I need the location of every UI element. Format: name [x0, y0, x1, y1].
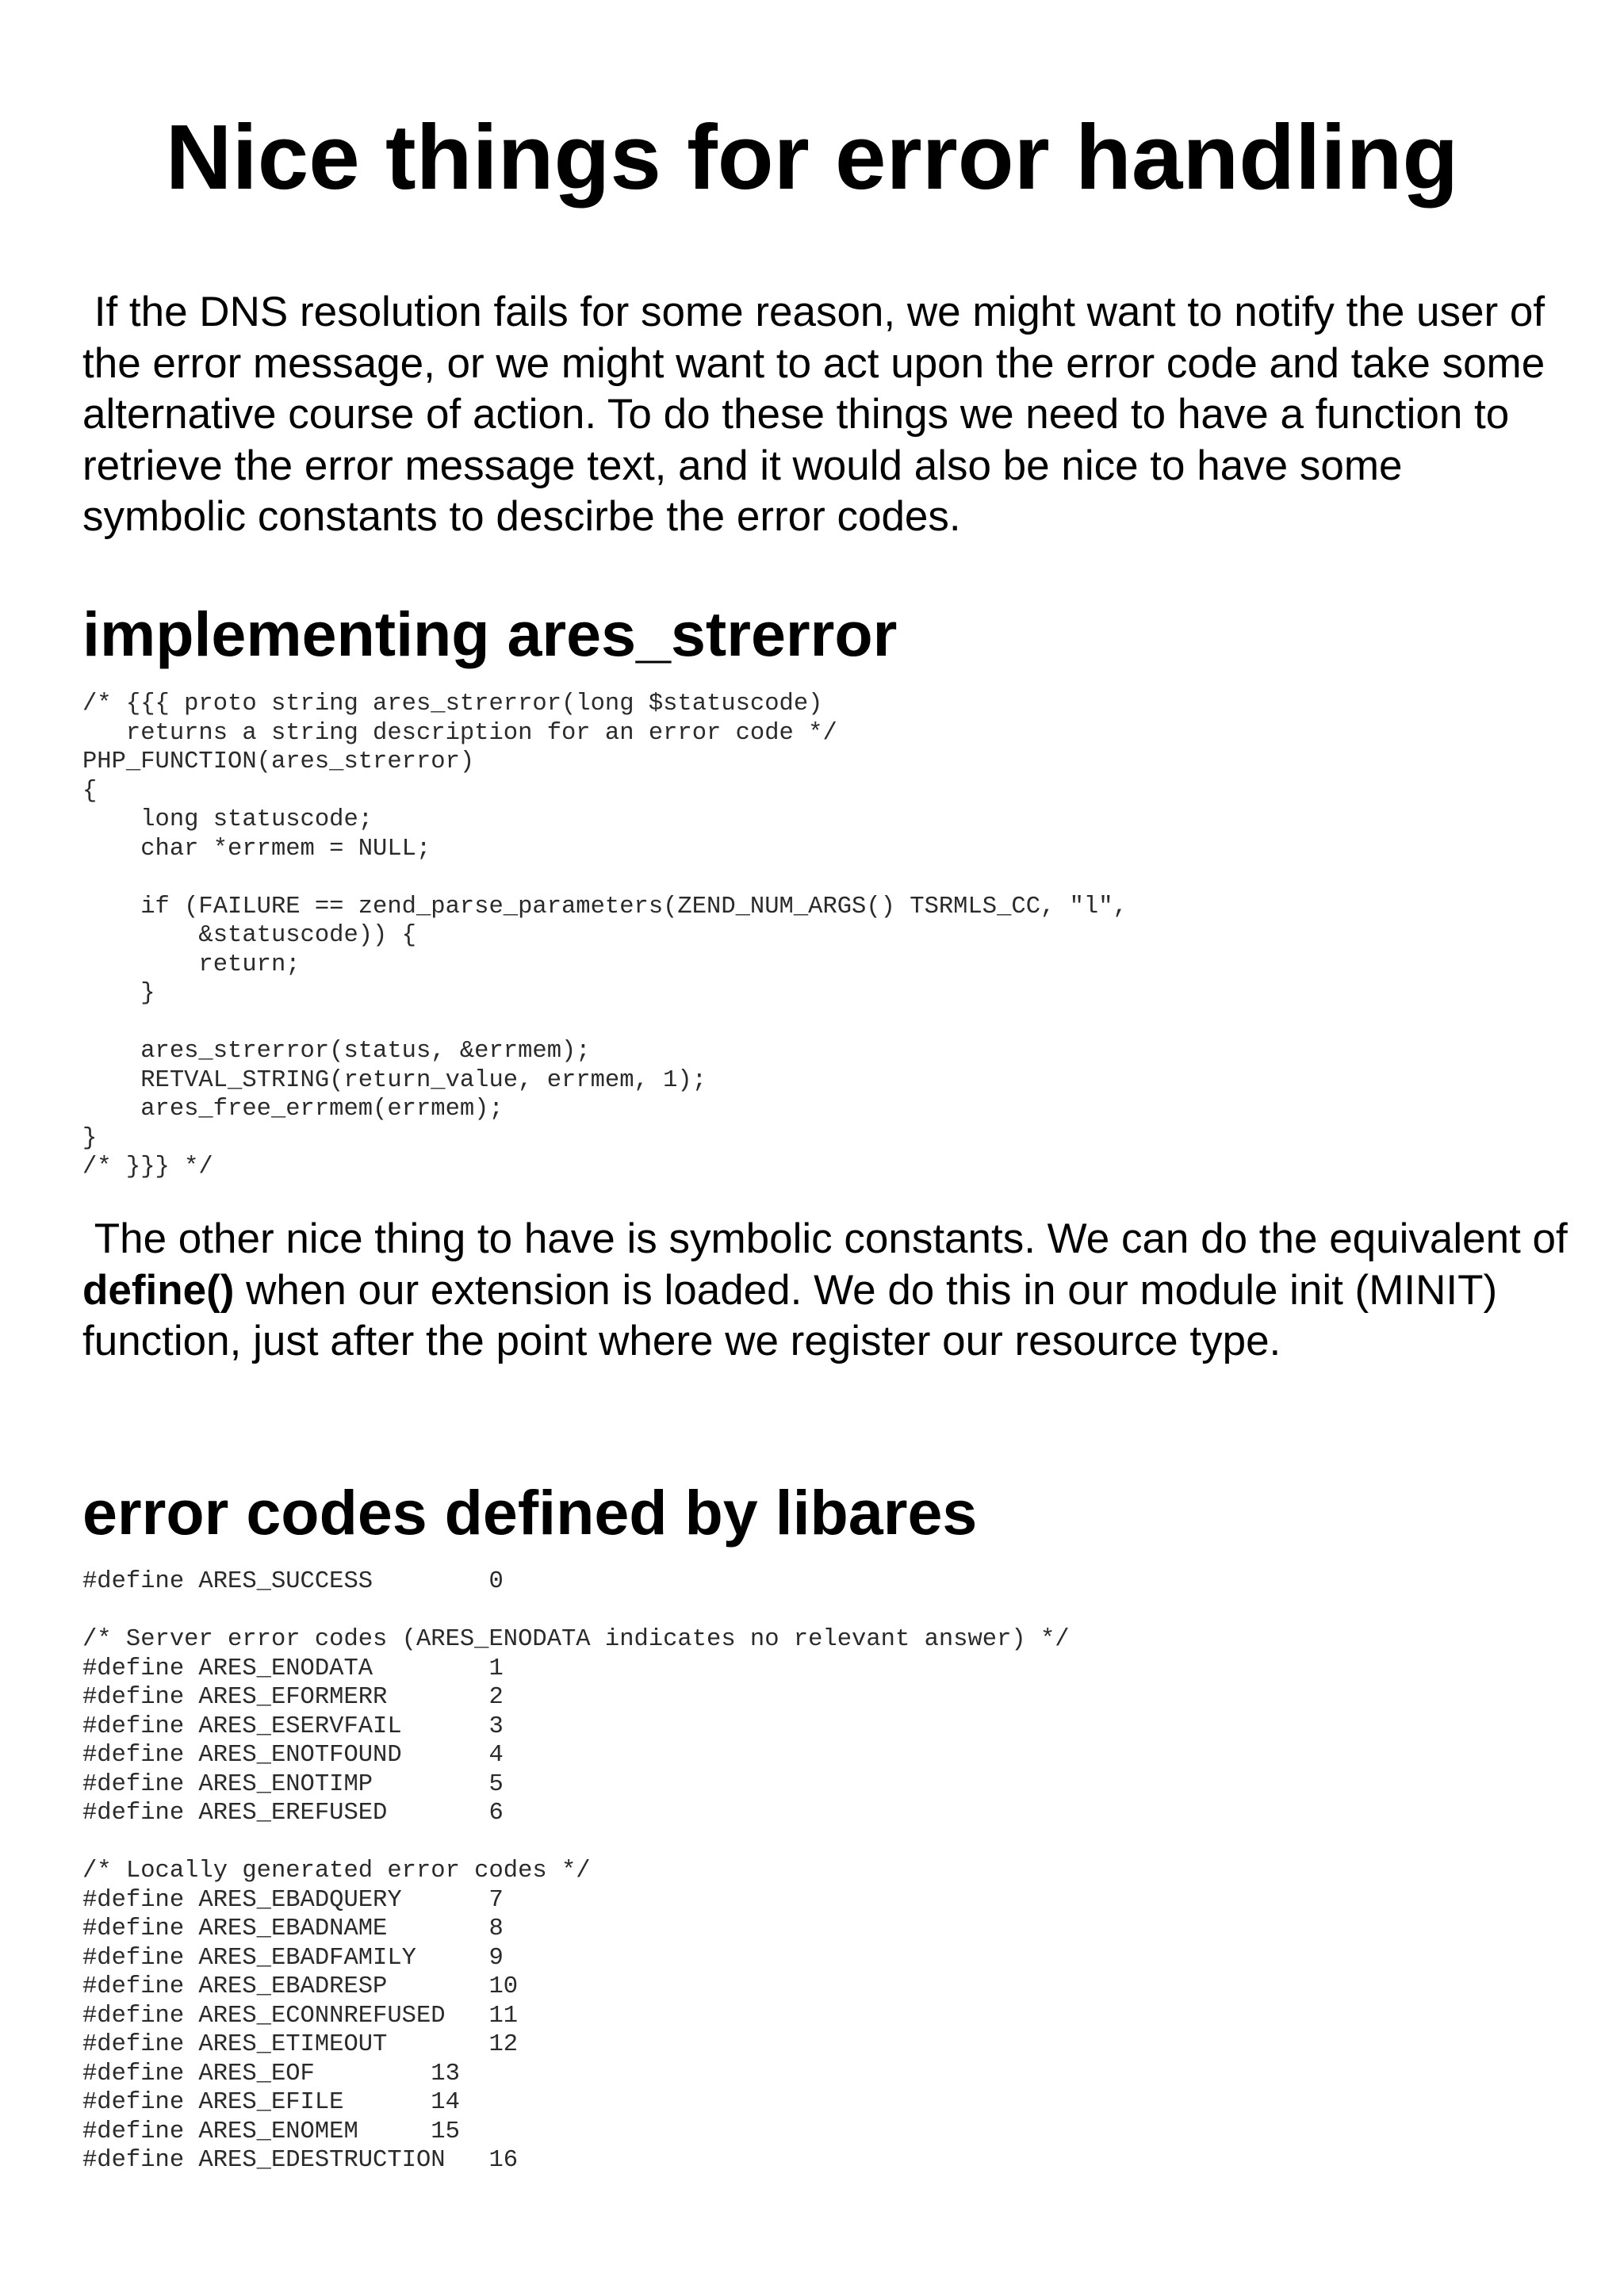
page-title: Nice things for error handling [165, 105, 1459, 209]
constants-paragraph-before: The other nice thing to have is symbolic constants. We can do the equivalent of [82, 1215, 1580, 1262]
constants-paragraph-after: when our extension is loaded. We do this in our module init (MINIT) function, just after the point where we register our resource type. [82, 1266, 1509, 1364]
constants-paragraph [82, 1214, 1580, 1368]
section-heading-error-codes: error codes defined by libares [82, 1477, 978, 1548]
define-function-emphasis: define() [82, 1266, 235, 1314]
code-block-error-codes: #define ARES_SUCCESS 0 /* Server error codes (ARES_ENODATA indicates no relevant answer) */ #define ARES_ENODATA 1 #define ARES_EFORMERR 2 #define ARES_ESERVFAIL 3 #define ARES_ENOTFOUND 4 #define ARES_ENOTIMP 5 #define ARES_EREFUSED 6 /* Locally generated error codes */ #define ARES_EBADQUERY 7 #define ARES_EBADNAME 8 #define ARES_EBADFAMILY 9 #define ARES_EBADRESP 10 #define ARES_ECONNREFUSED 11 #define ARES_ETIMEOUT 12 #define ARES_EOF 13 #define ARES_EFILE 14 #define ARES_ENOMEM 15 #define ARES_EDESTRUCTION 16 [82, 1568, 1070, 2174]
code-block-strerror: /* {{{ proto string ares_strerror(long $statuscode) returns a string description for an error code */ PHP_FUNCTION(ares_strerror) { long statuscode; char *errmem = NULL; if (FAILURE == zend_parse_parameters(ZEND_NUM_ARGS() TSRMLS_CC, "l", &statuscode)) { return; } ares_strerror(status, &errmem); RETVAL_STRING(return_value, errmem, 1); ares_free_errmem(errmem); } /* }}} */ [82, 691, 1128, 1181]
section-heading-strerror: implementing ares_strerror [82, 599, 898, 669]
intro-paragraph: If the DNS resolution fails for some reason, we might want to notify the user of the error message, or we might want to act upon the error code and take some alternative course of action. To do these things we need to have a function to retrieve the error message text, and it would also be nice to have some symbolic constants to descirbe the error codes. [82, 289, 1557, 540]
